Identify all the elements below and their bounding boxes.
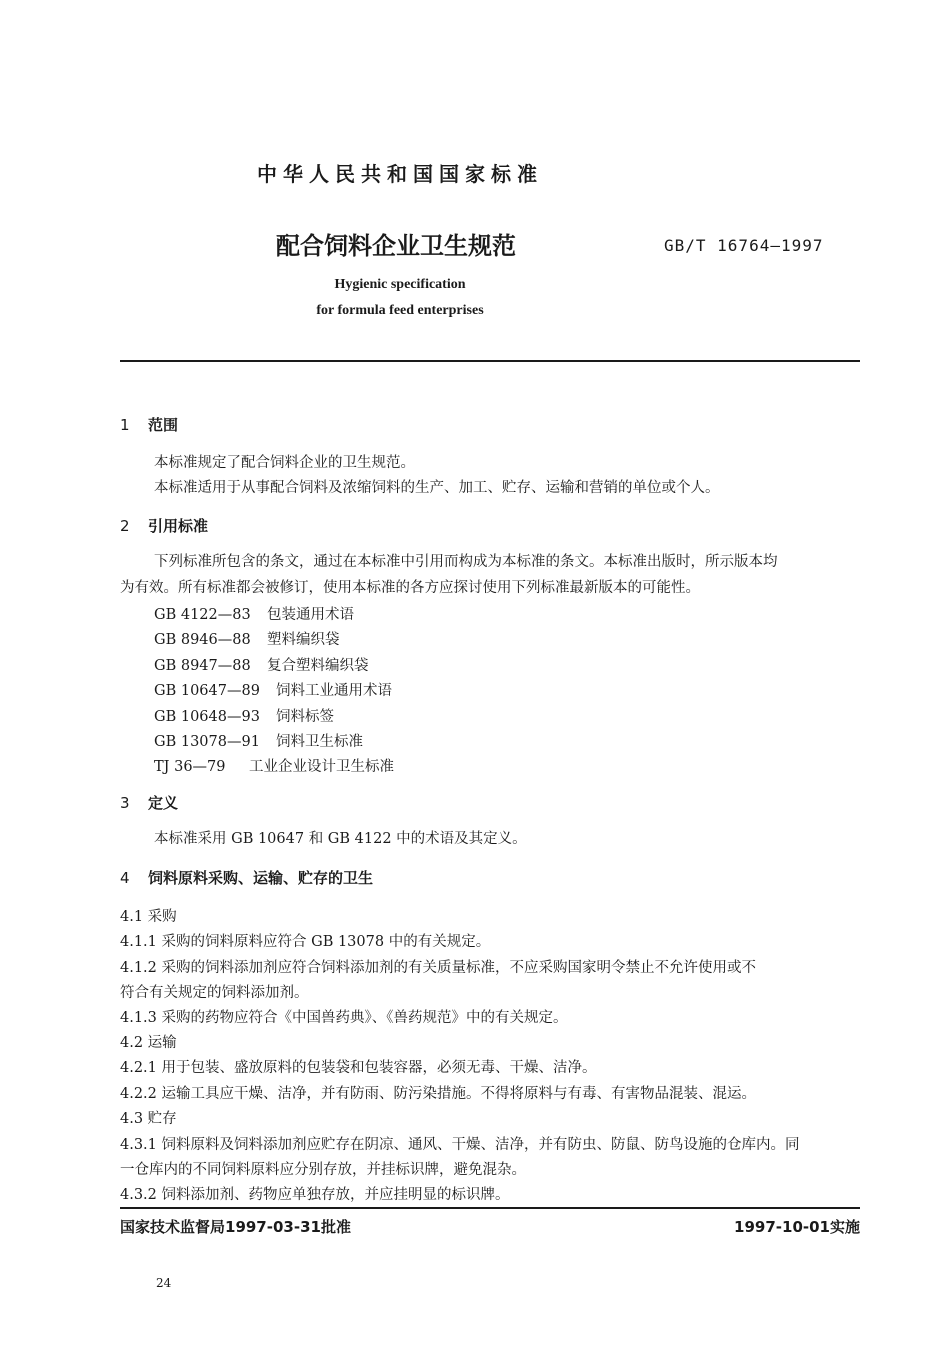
clause-4-1: 4.1 采购 xyxy=(120,909,177,925)
section-number: 2 xyxy=(120,517,130,535)
section-number: 1 xyxy=(120,416,130,434)
reference-name: 饲料工业通用术语 xyxy=(276,683,392,700)
reference-code: GB 10647—89 xyxy=(154,683,260,700)
section-number: 3 xyxy=(120,794,130,812)
document-title-en-line2: for formula feed enterprises xyxy=(316,303,484,318)
effective-date: 1997-10-01实施 xyxy=(734,1218,860,1236)
section-title: 范围 xyxy=(148,416,179,434)
reference-name: 复合塑料编织袋 xyxy=(267,657,369,674)
clause-4-3-2: 4.3.2 饲料添加剂、药物应单独存放，并应挂明显的标识牌。 xyxy=(120,1187,510,1203)
section-3-heading xyxy=(120,792,178,813)
section-3-paragraph: 本标准采用 GB 10647 和 GB 4122 中的术语及其定义。 xyxy=(154,831,527,847)
reference-item xyxy=(154,679,394,704)
section-1-heading xyxy=(120,414,178,435)
reference-code: TJ 36—79 xyxy=(154,759,226,776)
clause-4-3-1-line-1: 4.3.1 饲料原料及饲料添加剂应贮存在阴凉、通风、干燥、洁净，并有防虫、防鼠、防鸟设施的仓库内。同 xyxy=(120,1137,800,1153)
reference-code: GB 10648—93 xyxy=(154,708,260,725)
document-title-cn: 配合饲料企业卫生规范 xyxy=(276,232,516,260)
document-title-en-line1: Hygienic specification xyxy=(334,277,466,292)
footer-divider xyxy=(120,1207,860,1209)
section-title: 定义 xyxy=(148,794,179,812)
reference-item xyxy=(154,628,394,653)
section-2-paragraph-line-1: 下列标准所包含的条文，通过在本标准中引用而构成为本标准的条文。本标准出版时，所示版本均 xyxy=(154,554,778,570)
section-title: 饲料原料采购、运输、贮存的卫生 xyxy=(148,869,374,887)
national-standard-heading: 中华人民共和国国家标准 xyxy=(257,162,543,186)
reference-name: 饲料卫生标准 xyxy=(276,733,363,750)
standard-code: GB/T 16764—1997 xyxy=(664,236,824,255)
reference-item xyxy=(154,654,394,679)
reference-code: GB 8946—88 xyxy=(154,632,251,649)
clause-4-3: 4.3 贮存 xyxy=(120,1111,177,1127)
reference-code: GB 4122—83 xyxy=(154,607,251,623)
section-number: 4 xyxy=(120,869,130,887)
reference-name: 塑料编织袋 xyxy=(267,632,340,649)
clause-4-3-1-line-2: 一仓库内的不同饲料原料应分别存放，并挂标识牌，避免混杂。 xyxy=(120,1162,526,1178)
reference-item xyxy=(154,603,394,628)
reference-code: GB 13078—91 xyxy=(154,733,260,750)
approval-date: 国家技术监督局1997-03-31批准 xyxy=(120,1218,351,1236)
clause-4-1-2-line-2: 符合有关规定的饲料添加剂。 xyxy=(120,985,309,1001)
section-1-paragraph-1: 本标准规定了配合饲料企业的卫生规范。 xyxy=(154,455,415,471)
reference-name: 包装通用术语 xyxy=(267,607,354,623)
section-4-heading xyxy=(120,867,373,888)
clause-4-1-2-line-1: 4.1.2 采购的饲料添加剂应符合饲料添加剂的有关质量标准，不应采购国家明令禁止不允许使用或不 xyxy=(120,960,756,976)
section-title: 引用标准 xyxy=(148,517,209,535)
reference-item xyxy=(154,755,394,780)
clause-4-2: 4.2 运输 xyxy=(120,1035,177,1051)
clause-4-2-2: 4.2.2 运输工具应干燥、洁净，并有防雨、防污染措施。不得将原料与有毒、有害物品混装、混运。 xyxy=(120,1086,756,1102)
section-2-paragraph-line-2: 为有效。所有标准都会被修订，使用本标准的各方应探讨使用下列标准最新版本的可能性。 xyxy=(120,580,700,596)
clause-4-2-1: 4.2.1 用于包装、盛放原料的包装袋和包装容器，必须无毒、干燥、洁净。 xyxy=(120,1060,597,1076)
reference-name: 饲料标签 xyxy=(276,708,334,725)
section-1-paragraph-2: 本标准适用于从事配合饲料及浓缩饲料的生产、加工、贮存、运输和营销的单位或个人。 xyxy=(154,480,720,496)
page-number: 24 xyxy=(156,1276,172,1290)
reference-name: 工业企业设计卫生标准 xyxy=(249,759,394,776)
header-divider xyxy=(120,360,860,362)
section-2-heading xyxy=(120,515,208,536)
clause-4-1-3: 4.1.3 采购的药物应符合《中国兽药典》、《兽药规范》中的有关规定。 xyxy=(120,1010,568,1026)
reference-item xyxy=(154,705,394,730)
referenced-standards-list xyxy=(154,603,394,781)
clause-4-1-1: 4.1.1 采购的饲料原料应符合 GB 13078 中的有关规定。 xyxy=(120,934,491,950)
reference-code: GB 8947—88 xyxy=(154,657,251,674)
reference-item xyxy=(154,730,394,755)
